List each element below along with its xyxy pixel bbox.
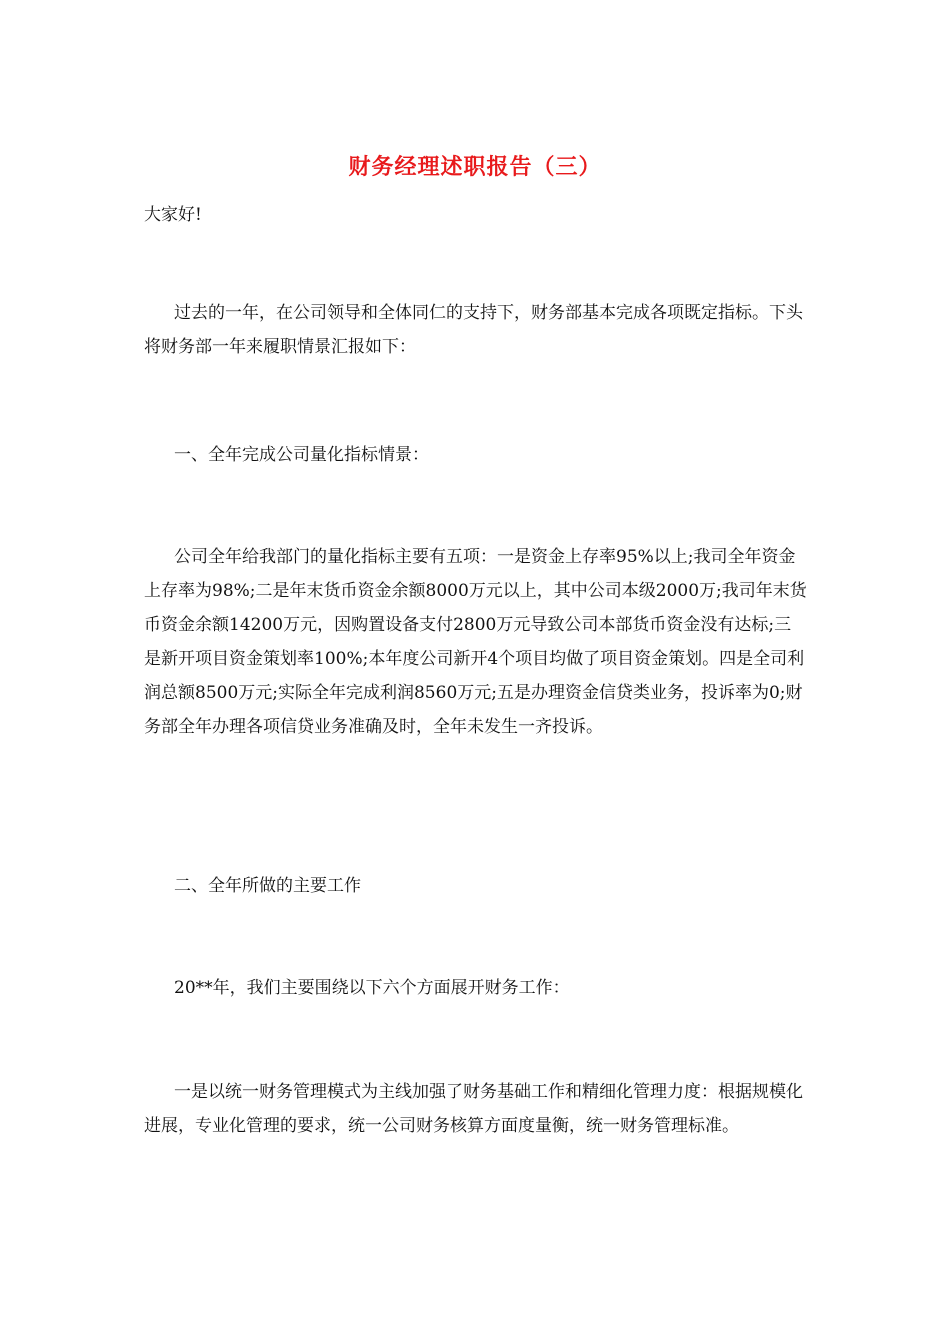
section-1-heading: 一、全年完成公司量化指标情景： — [174, 445, 429, 465]
greeting: 大家好! — [144, 205, 202, 225]
document-title: 财务经理述职报告（三） — [348, 154, 602, 180]
intro-paragraph: 过去的一年，在公司领导和全体同仁的支持下，财务部基本完成各项既定指标。下头将财务部一年来履职情景汇报如下： — [144, 303, 803, 357]
section-1-body: 公司全年给我部门的量化指标主要有五项：一是资金上存率95%以上;我司全年资金上存率为98%;二是年末货币资金余额8000万元以上，其中公司本级2000万;我司年末货币资金余额14200万元，因购置设备支付2800万元导致公司本部货币资金没有达标;三是新开项目资金策划率100%;本年度公司新开4个项目均做了项目资金策划。四是全司利润总额8500万元;实际全年完成利润8560万元;五是办理资金信贷类业务，投诉率为0;财务部全年办理各项信贷业务准确及时，全年未发生一齐投诉。 — [144, 547, 807, 737]
section-2-heading: 二、全年所做的主要工作 — [174, 876, 361, 896]
section-2-intro: 20**年，我们主要围绕以下六个方面展开财务工作： — [174, 978, 570, 998]
section-2-item-1: 一是以统一财务管理模式为主线加强了财务基础工作和精细化管理力度：根据规模化进展，专业化管理的要求，统一公司财务核算方面度量衡，统一财务管理标准。 — [144, 1082, 803, 1136]
